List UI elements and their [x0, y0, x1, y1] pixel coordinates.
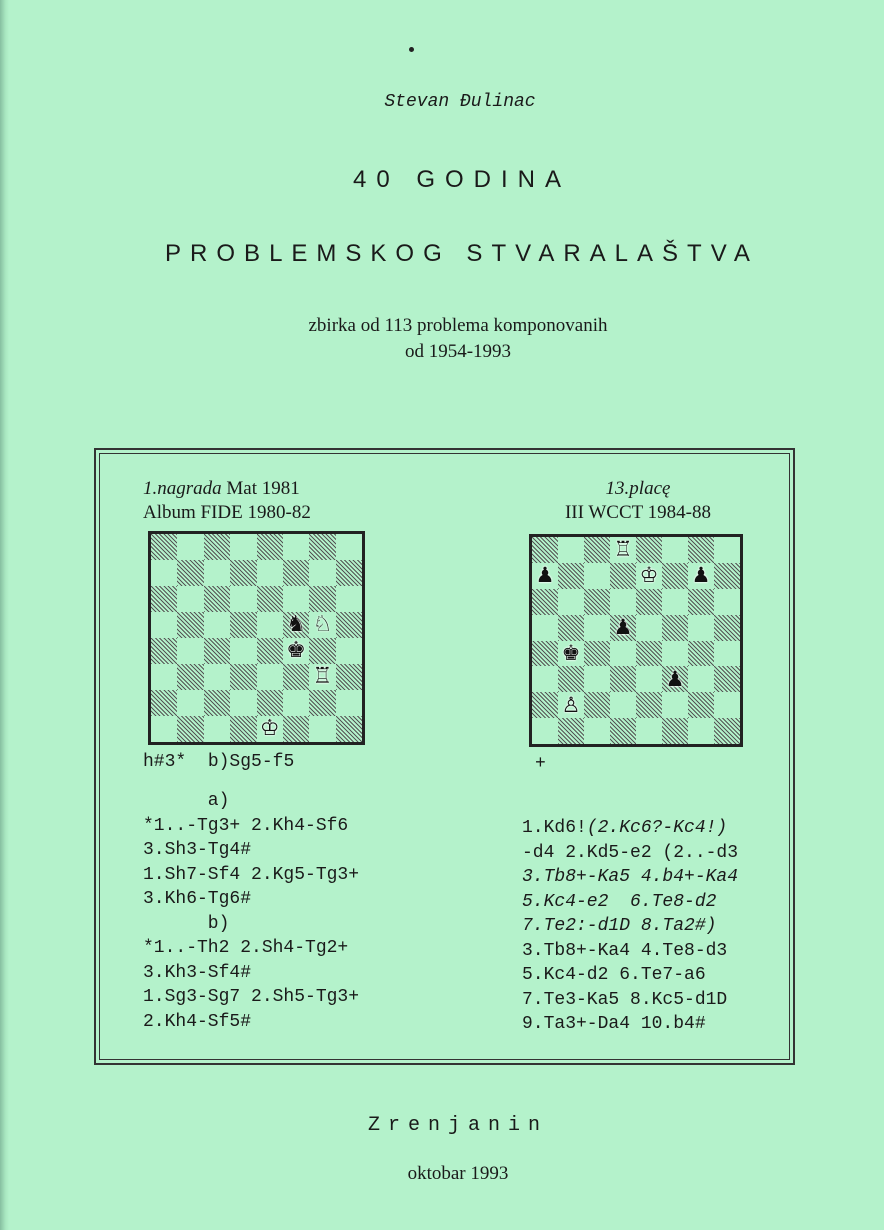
- square-f3: [662, 666, 688, 692]
- square-g3: [688, 666, 714, 692]
- square-c2: [584, 692, 610, 718]
- square-d4: [230, 638, 256, 664]
- white-rook-icon: ♖: [312, 664, 333, 689]
- square-a4: [532, 641, 558, 667]
- square-f2: [662, 692, 688, 718]
- square-a5: [151, 612, 177, 638]
- square-h2: [714, 692, 740, 718]
- square-e8: [257, 534, 283, 560]
- square-f1: [662, 718, 688, 744]
- square-c4: [204, 638, 230, 664]
- white-king-icon: ♔: [639, 563, 659, 588]
- square-h7: [714, 563, 740, 589]
- left-problem-stipulation: h#3*: [143, 752, 187, 772]
- left-problem-twin: b)Sg5-f5: [207, 752, 295, 772]
- square-h4: [336, 638, 362, 664]
- right-problem-place: 13.placę: [605, 478, 671, 499]
- square-e6: [636, 589, 662, 615]
- square-h2: [336, 690, 362, 716]
- square-b3: [177, 664, 203, 690]
- square-d1: [610, 718, 636, 744]
- square-d2: [230, 690, 256, 716]
- left-solution-line: 3.Kh6-Tg6#: [143, 889, 252, 909]
- square-e4: [636, 641, 662, 667]
- right-solution-main: -d4 2.Kd5-e2 (2..-d3: [522, 842, 739, 863]
- title-line-2: PROBLEMSKOG STVARALAŠTVA: [165, 240, 759, 267]
- square-h8: [336, 534, 362, 560]
- square-c1: [204, 716, 230, 742]
- square-e3: [257, 664, 283, 690]
- square-e2: [636, 692, 662, 718]
- square-c8: [204, 534, 230, 560]
- right-solution-main: 3.Tb8+-Ka4 4.Te8-d3: [522, 940, 728, 961]
- square-h8: [714, 537, 740, 563]
- square-g1: [309, 716, 335, 742]
- square-d5: [610, 615, 636, 641]
- square-b1: [177, 716, 203, 742]
- square-b8: [558, 537, 584, 563]
- square-e5: [636, 615, 662, 641]
- square-f5: [283, 612, 309, 638]
- right-solution-main: 5.Kc4-d2 6.Te7-a6: [522, 965, 706, 985]
- square-b3: [558, 666, 584, 692]
- right-chess-board: [529, 534, 743, 747]
- square-b5: [177, 612, 203, 638]
- square-d7: [610, 563, 636, 589]
- square-b5: [558, 615, 584, 641]
- square-g6: [309, 586, 335, 612]
- ink-dot: [409, 47, 414, 52]
- square-c7: [584, 563, 610, 589]
- square-g4: [309, 638, 335, 664]
- square-a8: [151, 534, 177, 560]
- right-solution-line: [522, 841, 738, 866]
- square-g2: [309, 690, 335, 716]
- square-f7: [662, 563, 688, 589]
- square-g1: [688, 718, 714, 744]
- square-a1: [532, 718, 558, 744]
- square-b8: [177, 534, 203, 560]
- square-c3: [204, 664, 230, 690]
- square-b7: [177, 560, 203, 586]
- square-c7: [204, 560, 230, 586]
- black-pawn-icon: ♟: [691, 563, 711, 588]
- square-g7: [688, 563, 714, 589]
- square-h1: [336, 716, 362, 742]
- right-solution-variation: 3.Tb8+-Ka5 4.b4+-Ka4: [522, 867, 739, 887]
- square-e4: [257, 638, 283, 664]
- black-pawn-icon: ♟: [613, 615, 633, 640]
- subtitle-line-2: od 1954-1993: [404, 341, 512, 362]
- square-c5: [204, 612, 230, 638]
- square-f3: [283, 664, 309, 690]
- square-e7: [257, 560, 283, 586]
- square-d3: [610, 666, 636, 692]
- square-e1: [257, 716, 283, 742]
- square-d7: [230, 560, 256, 586]
- square-d8: [610, 537, 636, 563]
- black-pawn-icon: ♟: [535, 563, 555, 588]
- left-solution-line: *1..-Tg3+ 2.Kh4-Sf6: [143, 815, 349, 836]
- black-pawn-icon: ♟: [665, 666, 685, 691]
- square-c6: [204, 586, 230, 612]
- square-b2: [177, 690, 203, 716]
- right-solution-line: [522, 939, 738, 964]
- square-a6: [532, 589, 558, 615]
- right-solution-line: [522, 914, 738, 939]
- left-solution-line: 1.Sh7-Sf4 2.Kg5-Tg3+: [143, 864, 360, 885]
- square-a2: [532, 692, 558, 718]
- left-solution-line: b): [143, 913, 230, 934]
- square-d2: [610, 692, 636, 718]
- square-c5: [584, 615, 610, 641]
- right-solution-line: [522, 890, 738, 915]
- square-f8: [662, 537, 688, 563]
- square-e5: [257, 612, 283, 638]
- square-c8: [584, 537, 610, 563]
- left-problem-source1: Mat 1981: [226, 478, 300, 499]
- square-c6: [584, 589, 610, 615]
- square-g5: [688, 615, 714, 641]
- white-pawn-icon: ♙: [561, 692, 581, 717]
- square-h7: [336, 560, 362, 586]
- square-a2: [151, 690, 177, 716]
- square-e8: [636, 537, 662, 563]
- square-g5: [309, 612, 335, 638]
- square-b6: [177, 586, 203, 612]
- square-h5: [336, 612, 362, 638]
- square-c4: [584, 641, 610, 667]
- square-f6: [662, 589, 688, 615]
- square-d6: [610, 589, 636, 615]
- right-solution-line: [522, 865, 738, 890]
- right-solution-variation: (2.Kc6?-Kc4!): [586, 818, 728, 838]
- square-c1: [584, 718, 610, 744]
- square-f2: [283, 690, 309, 716]
- square-c3: [584, 666, 610, 692]
- black-knight-icon: ♞: [286, 612, 306, 637]
- date: oktobar 1993: [407, 1163, 509, 1184]
- left-solution-line: 3.Sh3-Tg4#: [143, 840, 252, 860]
- right-solution-line: [522, 988, 738, 1013]
- square-g3: [309, 664, 335, 690]
- right-solution-variation: 7.Te2:-d1D 8.Ta2#): [522, 916, 717, 936]
- square-d1: [230, 716, 256, 742]
- title-line-1: 40 GODINA: [352, 166, 572, 193]
- right-solution-main: 9.Ta3+-Da4 10.b4#: [522, 1014, 706, 1034]
- square-g6: [688, 589, 714, 615]
- square-g2: [688, 692, 714, 718]
- author-name: Stevan Đulinac: [384, 92, 536, 112]
- left-chess-board: [148, 531, 365, 745]
- square-e1: [636, 718, 662, 744]
- square-h4: [714, 641, 740, 667]
- square-g4: [688, 641, 714, 667]
- square-h6: [336, 586, 362, 612]
- square-e2: [257, 690, 283, 716]
- square-g7: [309, 560, 335, 586]
- square-f1: [283, 716, 309, 742]
- square-h6: [714, 589, 740, 615]
- right-problem-stipulation: +: [535, 754, 546, 774]
- square-b4: [558, 641, 584, 667]
- right-solution-line: [522, 816, 738, 841]
- square-d8: [230, 534, 256, 560]
- right-solution-line: [522, 1012, 738, 1037]
- white-knight-icon: ♘: [312, 612, 333, 637]
- left-solution-line: *1..-Th2 2.Sh4-Tg2+: [143, 938, 349, 958]
- square-d3: [230, 664, 256, 690]
- square-a5: [532, 615, 558, 641]
- square-b4: [177, 638, 203, 664]
- square-g8: [688, 537, 714, 563]
- right-problem-source: III WCCT 1984-88: [564, 502, 711, 523]
- square-f4: [283, 638, 309, 664]
- square-a8: [532, 537, 558, 563]
- left-problem-source2: Album FIDE 1980-82: [143, 502, 311, 523]
- right-solution-variation: 5.Kc4-e2 6.Te8-d2: [522, 891, 717, 912]
- square-a7: [532, 563, 558, 589]
- square-h3: [336, 664, 362, 690]
- square-f5: [662, 615, 688, 641]
- square-e7: [636, 563, 662, 589]
- square-b6: [558, 589, 584, 615]
- square-e3: [636, 666, 662, 692]
- square-a3: [151, 664, 177, 690]
- square-f6: [283, 586, 309, 612]
- square-d6: [230, 586, 256, 612]
- left-problem-solution: [143, 789, 359, 1034]
- square-h1: [714, 718, 740, 744]
- square-a6: [151, 586, 177, 612]
- left-solution-line: a): [143, 791, 230, 811]
- square-b2: [558, 692, 584, 718]
- left-solution-line: 3.Kh3-Sf4#: [143, 962, 252, 983]
- square-h3: [714, 666, 740, 692]
- square-a3: [532, 666, 558, 692]
- square-f7: [283, 560, 309, 586]
- square-d5: [230, 612, 256, 638]
- square-f4: [662, 641, 688, 667]
- subtitle-line-1: zbirka od 113 problema komponovanih: [308, 315, 608, 336]
- square-a4: [151, 638, 177, 664]
- white-king-icon: ♔: [259, 716, 280, 741]
- square-f8: [283, 534, 309, 560]
- right-solution-main: 1.Kd6!: [522, 818, 587, 838]
- square-d4: [610, 641, 636, 667]
- left-problem-stipulation-line: [143, 750, 294, 775]
- square-b7: [558, 563, 584, 589]
- black-king-icon: ♚: [561, 640, 581, 665]
- right-solution-main: 7.Te3-Ka5 8.Kc5-d1D: [522, 989, 728, 1010]
- square-h5: [714, 615, 740, 641]
- right-problem-solution: [522, 816, 738, 1037]
- right-solution-line: [522, 963, 738, 988]
- square-b1: [558, 718, 584, 744]
- city: Zrenjanin: [367, 1114, 549, 1137]
- square-g8: [309, 534, 335, 560]
- square-c2: [204, 690, 230, 716]
- left-problem-award: 1.nagrada: [143, 478, 222, 499]
- white-rook-icon: ♖: [613, 537, 633, 562]
- square-e6: [257, 586, 283, 612]
- square-a7: [151, 560, 177, 586]
- left-solution-line: 1.Sg3-Sg7 2.Sh5-Tg3+: [143, 987, 360, 1007]
- square-a1: [151, 716, 177, 742]
- left-solution-line: 2.Kh4-Sf5#: [143, 1011, 252, 1032]
- black-king-icon: ♚: [286, 638, 306, 663]
